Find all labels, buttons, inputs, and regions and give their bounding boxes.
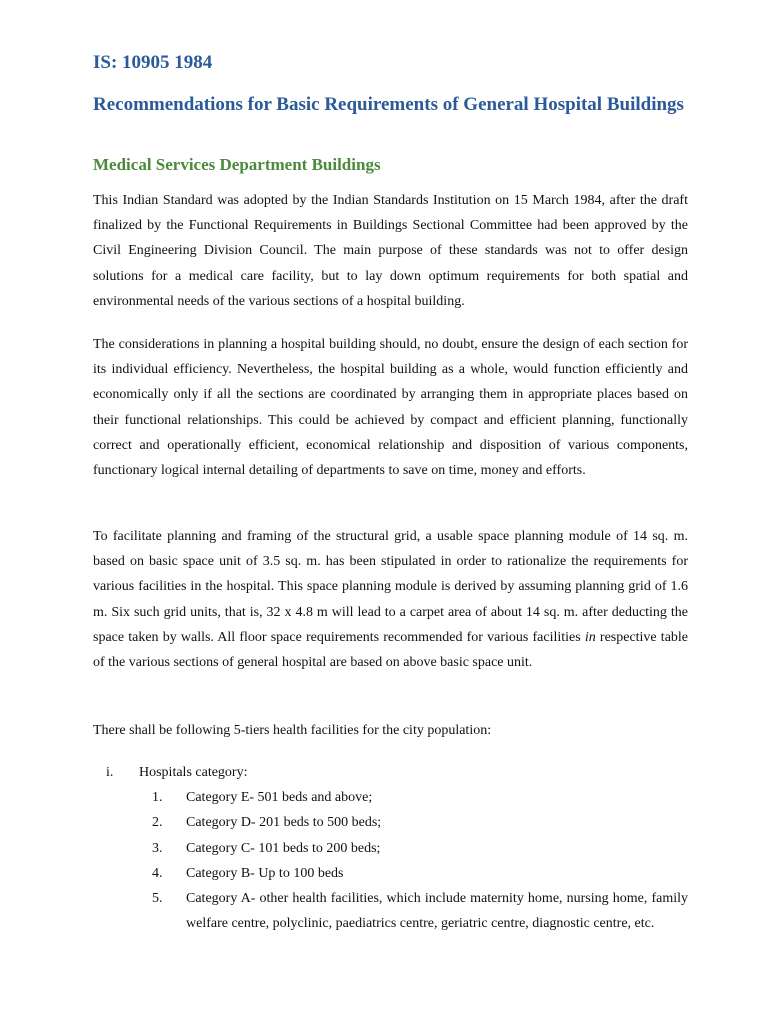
list-number: 5.: [152, 891, 163, 907]
paragraph-text: respective table of the various sections of general hospital are based on above basic space unit.: [93, 629, 689, 671]
list-item-text: Category D- 201 beds to 500 beds;: [186, 815, 382, 831]
list-label: Hospitals category:: [139, 765, 248, 780]
list-item: [93, 861, 688, 886]
paragraph-space-module: [93, 524, 688, 675]
list-item: [93, 785, 688, 810]
list-number: 4.: [152, 865, 163, 881]
section-subtitle: Medical Services Department Buildings: [93, 155, 381, 174]
list-number: 3.: [152, 840, 163, 856]
category-sublist: [93, 785, 688, 936]
paragraph-planning-considerations: The considerations in planning a hospital building should, no doubt, ensure the design of each section for its individual efficiency. Nevertheless, the hospital building as a whole, would function efficiently and economically only if all the sections are coordinated by arranging them in appropriate places based on their functional relationships. This could be achieved by compact and efficient planning, functionally correct and operationally efficient, economical relationship and disposition of various components, functionary logical internal detailing of departments to save on time, money and efforts.: [93, 337, 688, 479]
paragraph-adoption: This Indian Standard was adopted by the Indian Standards Institution on 15 March 1984, after the draft finalized by the Functional Requirements in Buildings Sectional Committee had been approved by the Civil Engineering Division Council. The main purpose of these standards was not to offer design solutions for a medical care facility, but to lay down optimum requirements for both spatial and environmental needs of the various sections of a hospital building.: [93, 193, 688, 309]
list-item-text: Category E- 501 beds and above;: [186, 790, 373, 806]
paragraph-emphasis: in: [584, 629, 596, 645]
list-item: [93, 810, 688, 835]
document-title: Recommendations for Basic Requirements of General Hospital Buildings: [93, 94, 684, 115]
list-item-text: Category B- Up to 100 beds: [186, 865, 344, 881]
list-item: [93, 760, 688, 785]
list-number: 1.: [152, 790, 163, 806]
list-number: 2.: [152, 815, 163, 831]
list-marker: i.: [106, 765, 114, 780]
paragraph-health-tiers: There shall be following 5-tiers health facilities for the city population:: [93, 723, 492, 738]
list-item-text: Category C- 101 beds to 200 beds;: [186, 840, 381, 856]
paragraph-text: To facilitate planning and framing of the structural grid, a usable space planning module of 14 sq. m. based on basic space unit of 3.5 sq. m. has been stipulated in order to rationalize the requirements for various facilities in the hospital. This space planning module is derived by assuming planning grid of 1.6 m. Six such grid units, that is, 32 x 4.8 m will lead to a carpet area of about 14 sq. m. after deducting the space taken by walls. All floor space requirements recommended for various facilities: [93, 529, 688, 645]
list-item: [93, 836, 688, 861]
list-item-text: Category A- other health facilities, which include maternity home, nursing home, family welfare centre, polyclinic, paediatrics centre, geriatric centre, diagnostic centre, etc.: [186, 891, 688, 932]
list-item: [93, 886, 688, 936]
hospital-category-list: [93, 760, 688, 936]
standard-id-heading: IS: 10905 1984: [93, 52, 213, 73]
